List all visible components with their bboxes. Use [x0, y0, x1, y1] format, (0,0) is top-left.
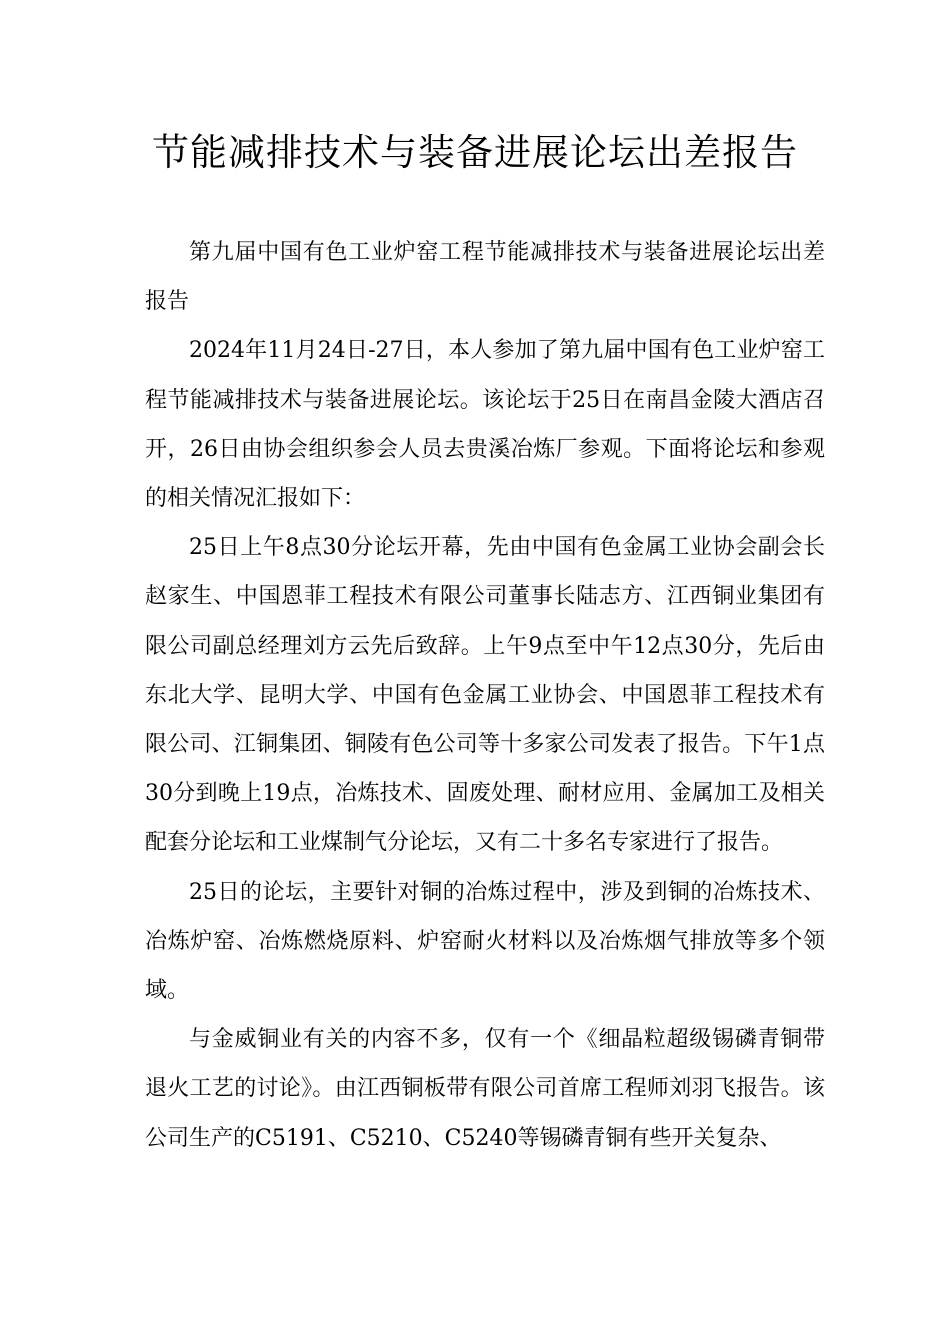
paragraph-3: 25日上午8点30分论坛开幕，先由中国有色金属工业协会副会长赵家生、中国恩菲工程技术有限公司董事长陆志方、江西铜业集团有限公司副总经理刘方云先后致辞。上午9点至中午12点30分，先后由东北大学、昆明大学、中国有色金属工业协会、中国恩菲工程技术有限公司、江铜集团、铜陵有色公司等十多家公司发表了报告。下午1点30分到晚上19点，冶炼技术、固废处理、耐材应用、金属加工及相关配套分论坛和工业煤制气分论坛，又有二十多名专家进行了报告。 [145, 535, 825, 856]
paragraph-2: 2024年11月24日-27日，本人参加了第九届中国有色工业炉窑工程节能减排技术与装备进展论坛。该论坛于25日在南昌金陵大酒店召开，26日由协会组织参会人员去贵溪冶炼厂参观。下面将论坛和参观的相关情况汇报如下： [145, 338, 825, 512]
paragraph-4: 25日的论坛，主要针对铜的冶炼过程中，涉及到铜的冶炼技术、冶炼炉窑、冶炼燃烧原料、炉窑耐火材料以及冶炼烟气排放等多个领域。 [145, 879, 825, 1004]
paragraph-5: 与金威铜业有关的内容不多，仅有一个《细晶粒超级锡磷青铜带退火工艺的讨论》。由江西铜板带有限公司首席工程师刘羽飞报告。该公司生产的C5191、C5210、C5240等锡磷青铜有些开关复杂、 [145, 1027, 825, 1151]
document-title: 节能减排技术与装备进展论坛出差报告 [152, 131, 798, 174]
document-body [145, 228, 825, 1163]
paragraph-1: 第九届中国有色工业炉窑工程节能减排技术与装备进展论坛出差报告 [145, 240, 825, 315]
